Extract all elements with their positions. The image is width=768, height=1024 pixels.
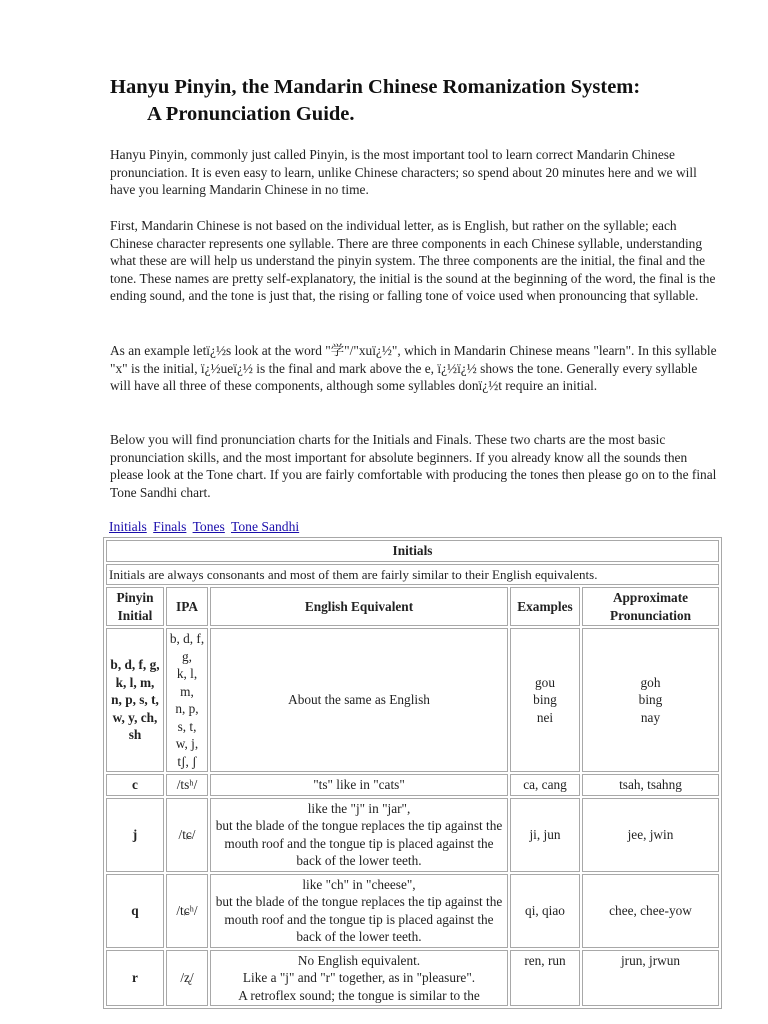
- approx-line: chee, chee-yow: [609, 902, 692, 918]
- chart-nav: [109, 519, 302, 535]
- cell-examples: [510, 874, 580, 948]
- table-row: [106, 950, 719, 1007]
- approx-line: nay: [640, 709, 661, 725]
- cell-english-equivalent: [210, 874, 508, 948]
- cell-ipa: [166, 950, 208, 1007]
- ipa-line: b, d, f,: [169, 631, 205, 646]
- title-line-1: Hanyu Pinyin, the Mandarin Chinese Romanization System:: [110, 76, 641, 98]
- english-line: No English equivalent.: [297, 952, 421, 968]
- cell-examples: [510, 628, 580, 772]
- english-line: A retroflex sound; the tongue is similar to the: [238, 987, 480, 1003]
- cell-ipa: [166, 628, 208, 772]
- english-line: but the blade of the tongue replaces the tip against the mouth roof and the tongue tip is placed against the back of the lower teeth.: [215, 894, 503, 944]
- table-row: [106, 798, 719, 872]
- nav-link-finals[interactable]: Finals: [153, 519, 187, 534]
- ipa-line: s, t,: [177, 718, 197, 734]
- cell-english-equivalent: [210, 798, 508, 872]
- ipa-line: m,: [180, 683, 194, 699]
- approx-line: jrun, jrwun: [620, 952, 681, 968]
- ipa-line: /tɕ/: [178, 826, 196, 842]
- cell-english-equivalent: [210, 950, 508, 1007]
- cell-english-equivalent: [210, 628, 508, 772]
- header-examples: Examples: [510, 587, 580, 626]
- nav-link-tones[interactable]: Tones: [192, 519, 225, 534]
- ipa-line: tʃ, ʃ: [177, 753, 197, 769]
- header-ipa: IPA: [166, 587, 208, 626]
- cell-pinyin-initial: b, d, f, g, k, l, m, n, p, s, t, w, y, ch, sh: [106, 628, 164, 772]
- example-line: bing: [533, 692, 557, 708]
- cell-approximate-pronunciation: [582, 874, 719, 948]
- page-title: [110, 74, 750, 128]
- ipa-line: /ʐ/: [180, 970, 194, 985]
- table-title: Initials: [106, 540, 719, 562]
- example-line: nei: [536, 709, 554, 725]
- cell-pinyin-initial: r: [106, 950, 164, 1007]
- approx-line: bing: [638, 692, 663, 708]
- table-row: [106, 874, 719, 948]
- english-line: About the same as English: [288, 692, 430, 708]
- cell-approximate-pronunciation: [582, 798, 719, 872]
- example-line: gou: [535, 674, 555, 690]
- cell-examples: [510, 798, 580, 872]
- title-line-2: A Pronunciation Guide.: [147, 103, 355, 125]
- approx-line: jee, jwin: [627, 826, 674, 842]
- initials-table: [103, 537, 722, 1009]
- charts-paragraph: Below you will find pronunciation charts for the Initials and Finals. These two charts are the most basic pronunciation skills, and the most important for absolute beginners. If you already know all the sounds then please look at the Tone chart. If you are fairly comfortable with producing the tones then please go on to the final Tone Sandhi chart.: [110, 432, 717, 500]
- ipa-line: g,: [182, 648, 192, 664]
- cell-ipa: [166, 874, 208, 948]
- english-line: Like a "j" and "r" together, as in "pleasure".: [242, 970, 476, 985]
- cell-approximate-pronunciation: [582, 628, 719, 772]
- table-header-row: [106, 587, 719, 626]
- table-row: [106, 628, 719, 772]
- cell-approximate-pronunciation: [582, 774, 719, 796]
- cell-approximate-pronunciation: [582, 950, 719, 1007]
- ipa-line: k, l,: [176, 666, 198, 681]
- table-intro: Initials are always consonants and most of them are fairly similar to their English equivalents.: [106, 564, 719, 586]
- ipa-line: /tɕʰ/: [176, 902, 198, 918]
- table-row: [106, 774, 719, 796]
- english-line: but the blade of the tongue replaces the tip against the mouth roof and the tongue tip is placed against the back of the lower teeth.: [215, 818, 503, 868]
- ipa-line: w, j,: [175, 736, 199, 751]
- cell-pinyin-initial: q: [106, 874, 164, 948]
- english-line: like the "j" in "jar",: [307, 800, 411, 816]
- example-line: ji, jun: [529, 826, 561, 842]
- english-line: "ts" like in "cats": [313, 777, 405, 792]
- nav-link-initials[interactable]: Initials: [109, 519, 147, 534]
- english-line: like "ch" in "cheese",: [302, 876, 416, 892]
- cell-ipa: [166, 774, 208, 796]
- nav-link-tone-sandhi[interactable]: Tone Sandhi: [231, 519, 300, 534]
- example-line: qi, qiao: [525, 902, 565, 918]
- approx-line: tsah, tsahng: [619, 777, 682, 792]
- cell-english-equivalent: [210, 774, 508, 796]
- header-pinyin-initial: Pinyin Initial: [106, 587, 164, 626]
- cell-ipa: [166, 798, 208, 872]
- header-approximate-pronunciation: Approximate Pronunciation: [582, 587, 719, 626]
- cell-pinyin-initial: c: [106, 774, 164, 796]
- example-line: ren, run: [524, 952, 566, 968]
- example-paragraph: As an example letï¿½s look at the word "学"/"xuï¿½", which in Mandarin Chinese means "learn". In this syllable "x" is the initial, ï¿½ueï¿½ is the final and mark above the e, ï¿½ï¿½ shows the tone. Generally every syllable will have all three of these components, although some syllables donï¿½t require an initial.: [110, 343, 717, 394]
- cell-pinyin-initial: j: [106, 798, 164, 872]
- header-english-equivalent: English Equivalent: [210, 587, 508, 626]
- cell-examples: [510, 774, 580, 796]
- intro-paragraph: Hanyu Pinyin, commonly just called Pinyin, is the most important tool to learn correct Mandarin Chinese pronunciation. It is even easy to learn, unlike Chinese characters; so spend about 20 minutes here and we will have you learning Mandarin Chinese in no time.: [110, 147, 697, 198]
- approx-line: goh: [640, 674, 661, 690]
- example-line: ca, cang: [523, 777, 567, 792]
- cell-examples: [510, 950, 580, 1007]
- ipa-line: n, p,: [175, 701, 199, 716]
- ipa-line: /tsʰ/: [176, 777, 198, 792]
- components-paragraph: First, Mandarin Chinese is not based on the individual letter, as is English, but rather on the syllable; each Chinese character represents one syllable. There are three components in each Chinese syllable, understanding what these are will help us understand the pinyin system. The three components are the initial, the final and the tone. These names are pretty self-explanatory, the initial is the sound at the beginning of the word, the final is the ending sound, and the tone is just that, the rising or falling tone of voice used when pronouncing that syllable.: [110, 218, 716, 304]
